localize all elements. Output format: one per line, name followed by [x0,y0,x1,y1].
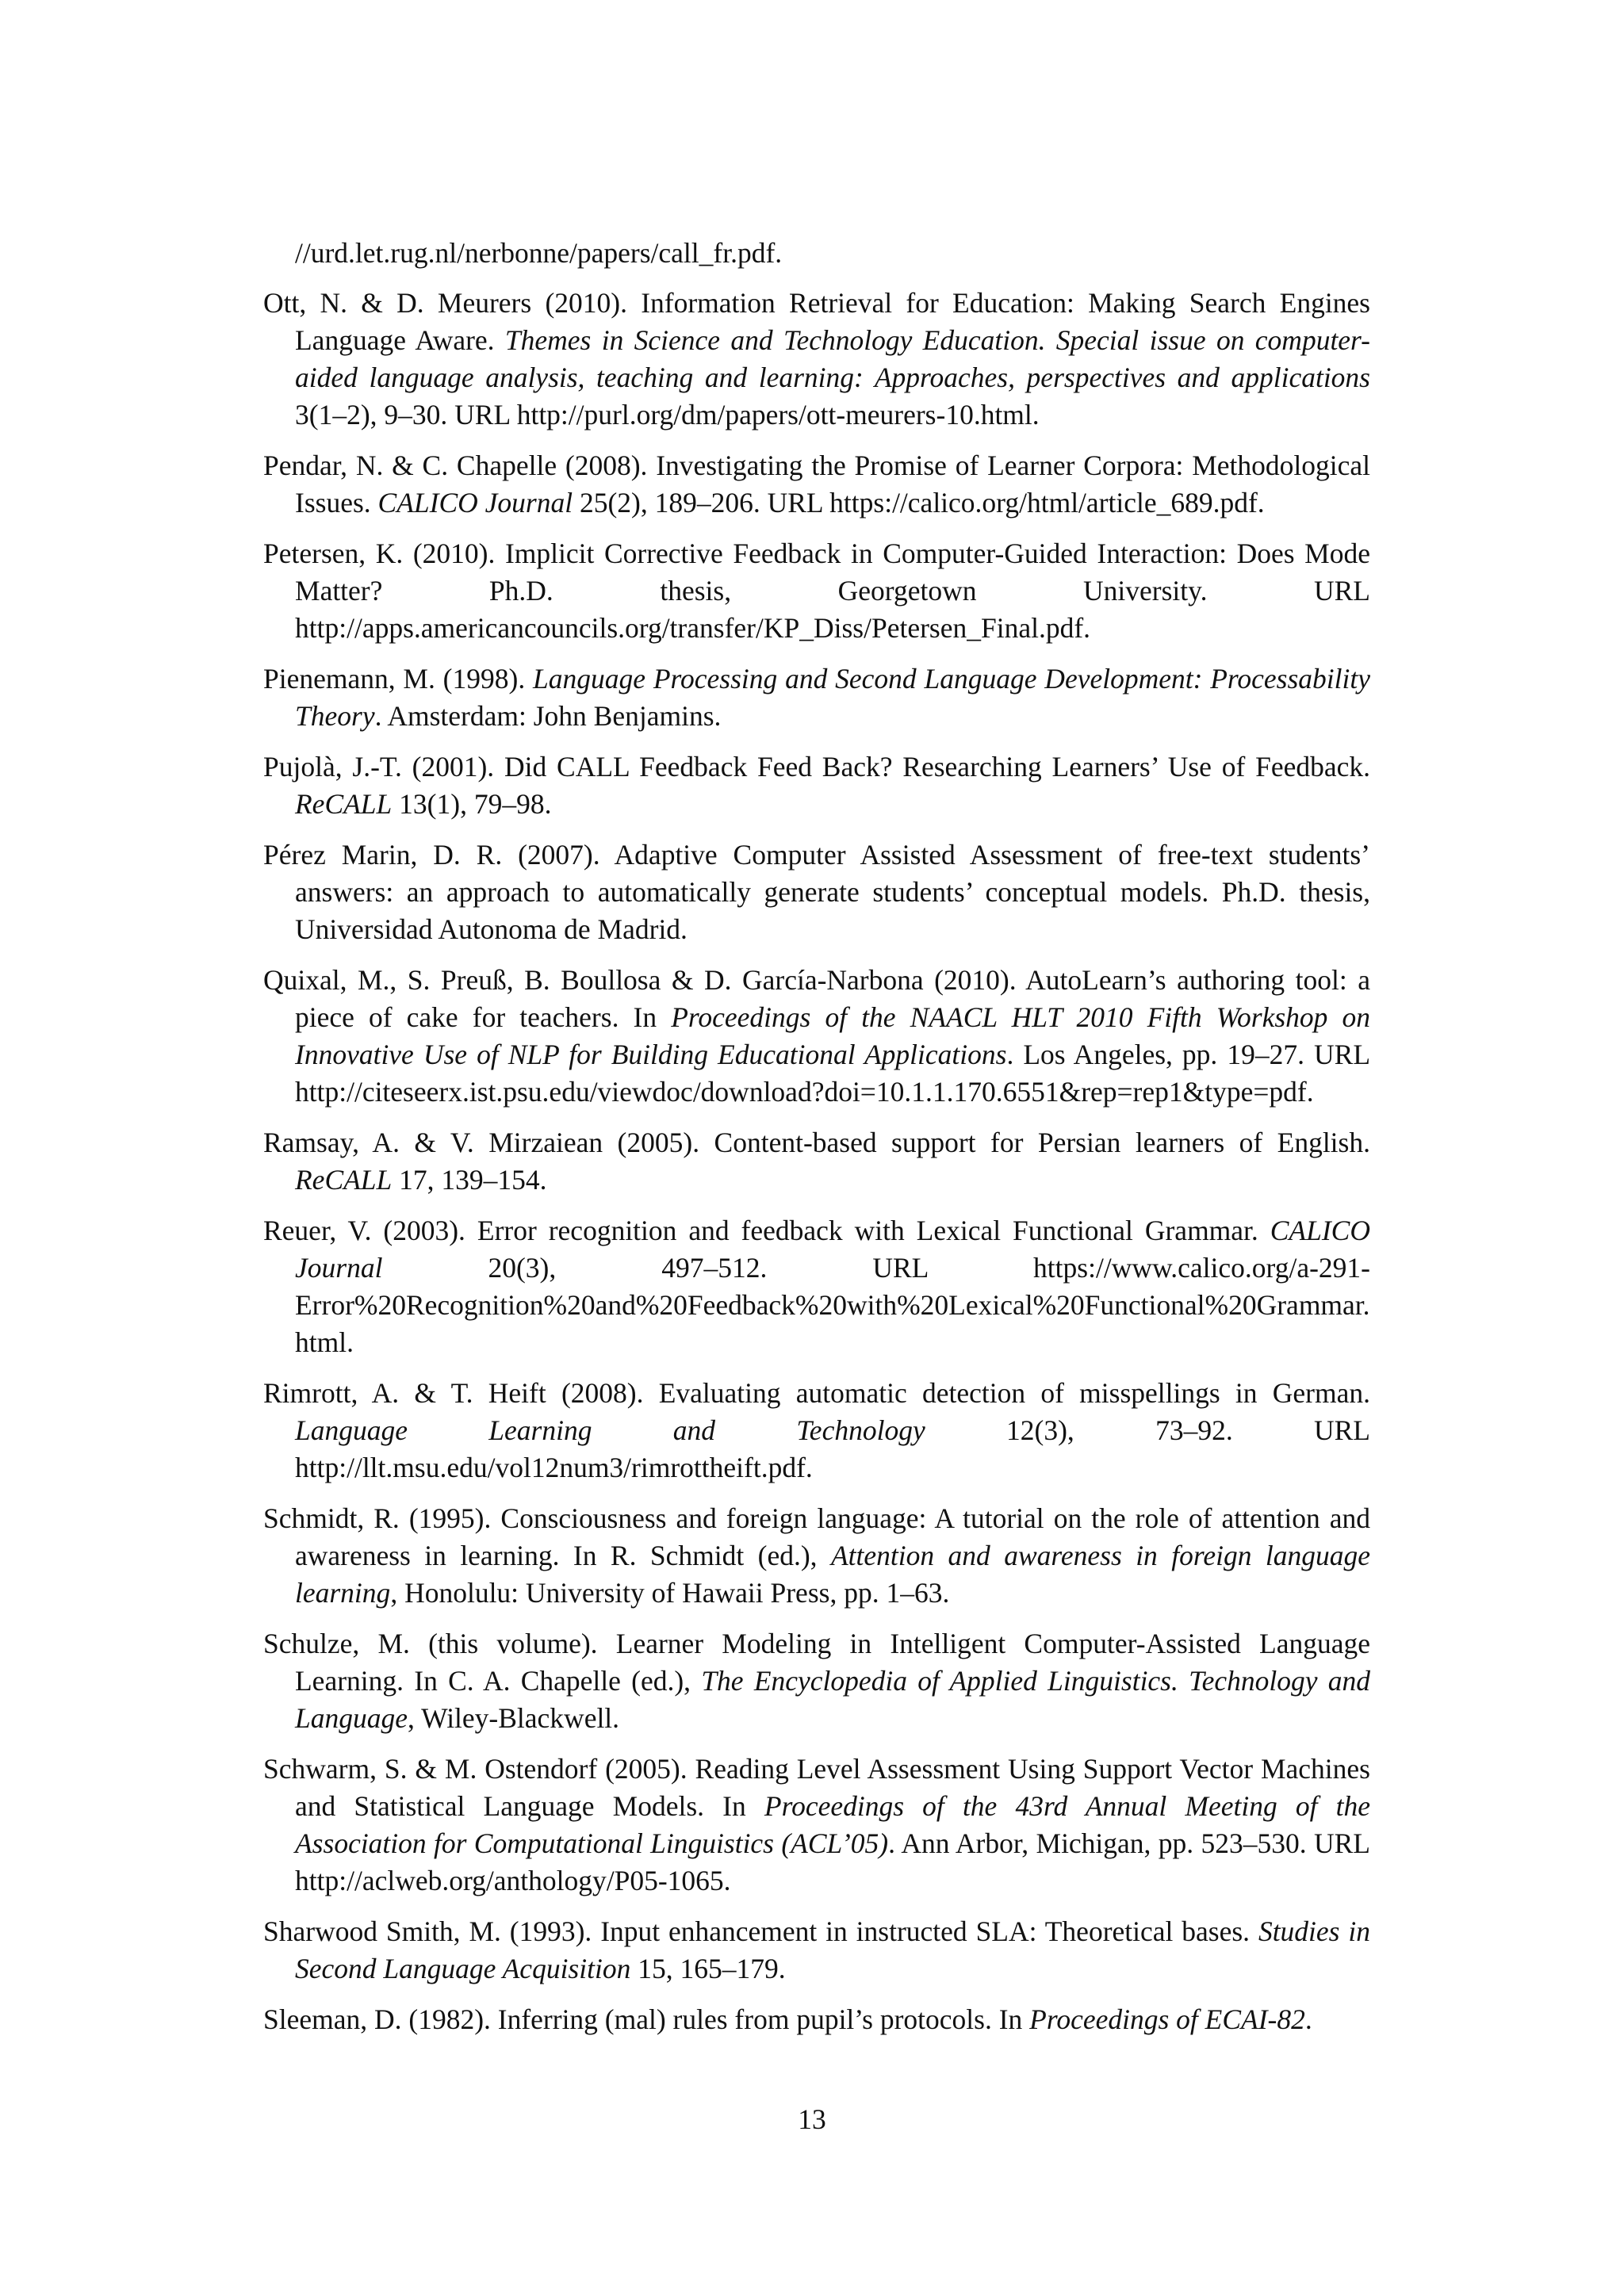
reference-italic-title: Language Learning and Technology [295,1414,925,1446]
reference-text: Sharwood Smith, M. (1993). Input enhancement in instructed SLA: Theoretical bases. [263,1915,1258,1947]
reference-text: Pienemann, M. (1998). [263,663,534,695]
reference-italic-title: Attention and awareness in foreign language learning [295,1540,1370,1609]
reference-text: Reuer, V. (2003). Error recognition and feedback with Lexical Functional Grammar. [263,1215,1270,1246]
reference-entry [263,660,1370,735]
reference-entry [263,447,1370,522]
reference-text: . [1304,2003,1312,2035]
reference-italic-title: Proceedings of ECAI-82 [1029,2003,1305,2035]
reference-text: 17, 139–154. [392,1164,547,1196]
reference-text: Pérez Marin, D. R. (2007). Adaptive Computer Assisted Assessment of free-text students’ answers: an approach to automatically generate students’ conceptual models. Ph.D. thesis, Universidad Autonoma de Madrid. [263,839,1370,945]
reference-entry [263,1375,1370,1487]
reference-text: 13(1), 79–98. [392,788,552,820]
reference-text: Schwarm, S. & M. Ostendorf (2005). Reading Level Assessment Using Support Vector Machines and Statistical Language Models. In [263,1753,1370,1822]
reference-text: 12(3), 73–92. URL http://llt.msu.edu/vol12num3/rimrottheift.pdf. [295,1414,1370,1483]
page-number: 13 [798,2103,826,2135]
reference-entry [263,836,1370,948]
reference-text: . Los Angeles, pp. 19–27. URL http://citeseerx.ist.psu.edu/viewdoc/download?doi=10.1.1.170.6551&rep=rep1&type=pdf. [295,1039,1371,1108]
reference-text: Petersen, K. (2010). Implicit Corrective Feedback in Computer-Guided Interaction: Does Mode Matter? Ph.D. thesis, Georgetown University. URL http://apps.americancouncils.org/transfer/KP_Diss/Petersen_Final.pdf. [263,538,1370,644]
reference-italic-title: Proceedings of the NAACL HLT 2010 Fifth Workshop on Innovative Use of NLP for Building Educational Applications [295,1001,1371,1070]
reference-entry [263,535,1370,647]
reference-italic-title: CALICO Journal [377,487,573,519]
reference-italic-title: The Encyclopedia of Applied Linguistics. Technology and Language [295,1665,1371,1734]
reference-text: . Amsterdam: John Benjamins. [374,700,722,732]
reference-italic-title: ReCALL [295,1164,393,1196]
reference-entry [263,1625,1370,1737]
reference-text: 20(3), 497–512. URL https://www.calico.org/a-291-Error%20Recognition%20and%20Feedback%20with%20Lexical%20Functional%20Grammar.html. [295,1252,1370,1358]
reference-italic-title: Language Processing and Second Language Development: Processability Theory [295,663,1371,732]
reference-italic-title: CALICO Journal [295,1215,1370,1284]
reference-text: Schmidt, R. (1995). Consciousness and foreign language: A tutorial on the role of attention and awareness in learning. In R. Schmidt (ed.), [263,1502,1370,1571]
reference-text: Sleeman, D. (1982). Inferring (mal) rules from pupil’s protocols. In [263,2003,1030,2035]
reference-text: 15, 165–179. [630,1953,786,1984]
reference-text: Ott, N. & D. Meurers (2010). Information Retrieval for Education: Making Search Engines Language Aware. [263,287,1370,356]
reference-text: . Ann Arbor, Michigan, pp. 523–530. URL http://aclweb.org/anthology/P05-1065. [295,1827,1370,1896]
reference-text: Pujolà, J.-T. (2001). Did CALL Feedback Feed Back? Researching Learners’ Use of Feedback. [263,751,1370,783]
reference-text: , Honolulu: University of Hawaii Press, pp. 1–63. [390,1577,950,1609]
reference-text: Quixal, M., S. Preuß, B. Boullosa & D. García-Narbona (2010). AutoLearn’s authoring tool: a piece of cake for teachers. In [263,964,1370,1033]
reference-entry [263,1124,1370,1199]
reference-list [263,235,1370,2052]
reference-italic-title: ReCALL [295,788,393,820]
reference-entry [263,1913,1370,1988]
reference-continuation: //urd.let.rug.nl/nerbonne/papers/call_fr.pdf. [295,237,783,269]
reference-entry [263,748,1370,823]
reference-entry [263,1212,1370,1361]
reference-entry [263,962,1370,1111]
reference-text: Ramsay, A. & V. Mirzaiean (2005). Content-based support for Persian learners of English. [263,1127,1370,1158]
reference-entry [263,2001,1370,2038]
reference-italic-title: Studies in Second Language Acquisition [295,1915,1370,1984]
reference-entry [263,1751,1370,1900]
reference-entry [263,1500,1370,1612]
reference-text: Rimrott, A. & T. Heift (2008). Evaluating automatic detection of misspellings in German. [263,1377,1370,1409]
reference-text: 25(2), 189–206. URL https://calico.org/html/article_689.pdf. [573,487,1265,519]
reference-entry [263,285,1370,434]
reference-text: 3(1–2), 9–30. URL http://purl.org/dm/papers/ott-meurers-10.html. [295,399,1040,430]
reference-text: Schulze, M. (this volume). Learner Modeling in Intelligent Computer-Assisted Language Learning. In C. A. Chapelle (ed.), [263,1628,1370,1697]
reference-text: Pendar, N. & C. Chapelle (2008). Investigating the Promise of Learner Corpora: Methodological Issues. [263,450,1370,519]
reference-italic-title: Proceedings of the 43rd Annual Meeting of the Association for Computational Linguistics (ACL’05) [295,1790,1370,1859]
reference-text: , Wiley-Blackwell. [408,1702,620,1734]
reference-italic-title: Themes in Science and Technology Education. Special issue on computer-aided language analysis, teaching and learning: Approaches, perspectives and applications [295,324,1370,393]
